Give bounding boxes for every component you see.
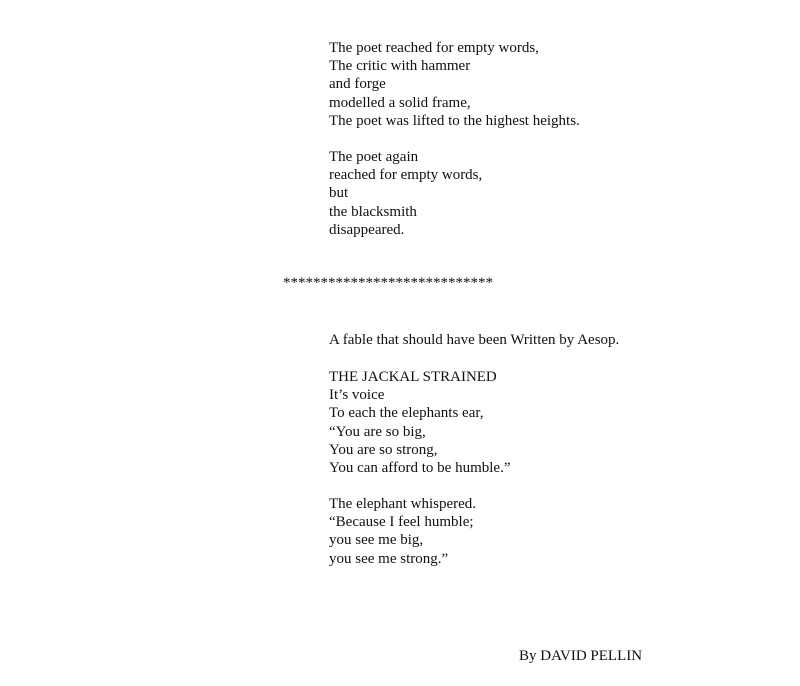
poem-line: the blacksmith — [329, 203, 417, 220]
fable-line: “You are so big, — [329, 423, 426, 440]
poem-line: and forge — [329, 76, 386, 93]
fable-line: It’s voice — [329, 387, 385, 404]
poem-line: The poet was lifted to the highest heights. — [329, 112, 580, 129]
fable-line: The elephant whispered. — [329, 496, 477, 512]
fable-title: THE JACKAL STRAINED — [329, 369, 497, 385]
fable-line: You are so strong, — [329, 441, 438, 458]
poem-line: The critic with hammer — [329, 58, 471, 75]
poem-line: disappeared. — [329, 221, 405, 238]
fable-line: You can afford to be humble.” — [329, 460, 511, 477]
poem-stanza — [329, 39, 580, 130]
poem-stanza — [329, 148, 482, 239]
fable-stanza — [329, 495, 476, 568]
fable-line: you see me strong.” — [329, 550, 449, 567]
fable-stanza — [329, 368, 511, 477]
poem-line: reached for empty words, — [329, 167, 483, 184]
fable-line: To each the elephants ear, — [329, 405, 484, 422]
author-signature: By DAVID PELLIN — [519, 648, 643, 664]
section-divider: **************************** — [283, 275, 493, 291]
poem-line: but — [329, 185, 349, 202]
fable-intro: A fable that should have been Written by Aesop. — [329, 332, 620, 348]
poem-line: modelled a solid frame, — [329, 94, 471, 111]
fable-line: you see me big, — [329, 532, 424, 549]
poem-line: The poet reached for empty words, — [329, 40, 539, 56]
poem-line: The poet again — [329, 149, 419, 165]
fable-line: “Because I feel humble; — [329, 514, 474, 531]
